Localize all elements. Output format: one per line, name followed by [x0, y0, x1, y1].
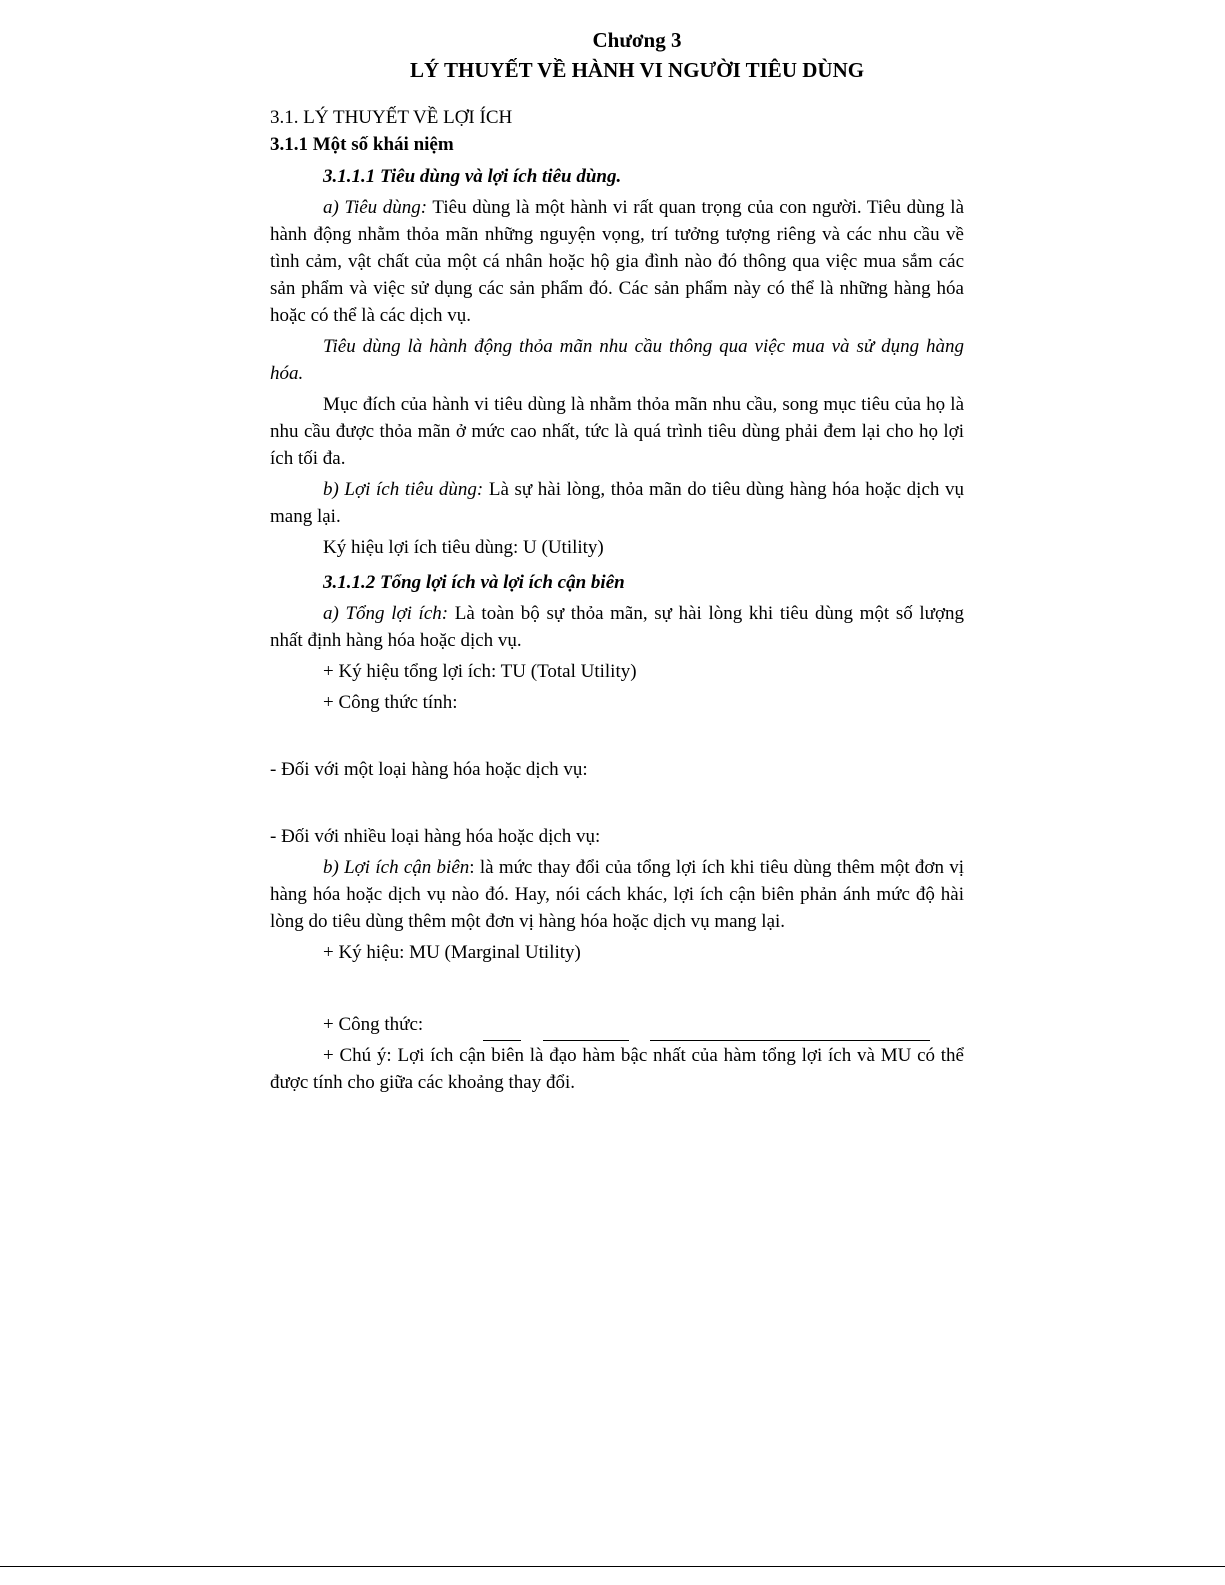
lead-total-utility: a) Tổng lợi ích:: [323, 603, 449, 624]
paragraph-purpose: Mục đích của hành vi tiêu dùng là nhằm thỏa mãn nhu cầu, song mục tiêu của họ là nhu cầu được thỏa mãn ở mức cao nhất, tức là quá trình tiêu dùng phải đem lại cho họ lợi ích tối đa.: [270, 394, 964, 469]
fraction-bar-1: [483, 1040, 521, 1041]
page-content: [270, 26, 964, 1096]
tu-symbol: + Ký hiệu tổng lợi ích: TU (Total Utility): [323, 661, 637, 682]
fraction-bar-3: [650, 1040, 930, 1041]
paragraph-definition: Tiêu dùng là hành động thỏa mãn nhu cầu thông qua việc mua và sử dụng hàng hóa.: [270, 336, 964, 384]
paragraph-consumption: [270, 194, 964, 329]
formula-placeholder-many: [270, 783, 964, 819]
paragraph-marginal-utility: [270, 854, 964, 935]
text-consumer-utility: Là sự hài lòng, thỏa mãn do tiêu dùng hàng hóa hoặc dịch vụ mang lại.: [270, 479, 964, 527]
page-bottom-rule: [0, 1566, 1225, 1567]
heading-consumption-utility: 3.1.1.1 Tiêu dùng và lợi ích tiêu dùng.: [323, 166, 622, 187]
fraction-bar-2: [543, 1040, 629, 1041]
many-goods-label: - Đối với nhiều loại hàng hóa hoặc dịch vụ:: [270, 826, 601, 847]
lead-consumer-utility: b) Lợi ích tiêu dùng:: [323, 479, 484, 500]
text-total-utility: Là toàn bộ sự thỏa mãn, sự hài lòng khi tiêu dùng một số lượng nhất định hàng hóa hoặc dịch vụ.: [270, 603, 964, 651]
chapter-number: Chương 3: [592, 28, 682, 52]
section-heading: 3.1. LÝ THUYẾT VỀ LỢI ÍCH: [270, 107, 513, 128]
mu-formula-label: + Công thức:: [323, 1014, 424, 1035]
text-consumption: Tiêu dùng là một hành vi rất quan trọng của con người. Tiêu dùng là hành động nhằm thỏa mãn những nguyện vọng, trí tưởng tượng riêng và các nhu cầu về tình cảm, vật chất của một cá nhân hoặc hộ gia đình nào đó thông qua việc mua sắm các sản phẩm và việc sử dụng các sản phẩm đó. Các sản phẩm này có thể là những hàng hóa hoặc có thể là các dịch vụ.: [270, 197, 965, 326]
formula-placeholder-mu: [270, 966, 964, 1007]
lead-marginal-utility: b) Lợi ích cận biên: [323, 857, 470, 878]
subsection-heading: 3.1.1 Một số khái niệm: [270, 134, 454, 155]
utility-symbol: Ký hiệu lợi ích tiêu dùng: U (Utility): [323, 537, 604, 558]
mu-formula-line: [270, 1011, 964, 1038]
single-good-label: - Đối với một loại hàng hóa hoặc dịch vụ:: [270, 759, 588, 780]
paragraph-consumer-utility: [270, 476, 964, 530]
text-marginal-utility: : là mức thay đổi của tổng lợi ích khi tiêu dùng thêm một đơn vị hàng hóa hoặc dịch vụ nào đó. Hay, nói cách khác, lợi ích cận biên phản ánh mức độ hài lòng do tiêu dùng thêm một đơn vị hàng hóa hoặc dịch vụ mang lại.: [270, 857, 964, 932]
paragraph-total-utility: [270, 600, 964, 654]
heading-total-marginal: 3.1.1.2 Tổng lợi ích và lợi ích cận biên: [323, 572, 625, 593]
tu-formula-label: + Công thức tính:: [323, 692, 458, 713]
chapter-title: LÝ THUYẾT VỀ HÀNH VI NGƯỜI TIÊU DÙNG: [409, 58, 865, 82]
paragraph-note: + Chú ý: Lợi ích cận biên là đạo hàm bậc nhất của hàm tổng lợi ích và MU có thể được tính cho giữa các khoảng thay đổi.: [270, 1045, 964, 1093]
lead-consumption: a) Tiêu dùng:: [323, 197, 428, 218]
mu-symbol: + Ký hiệu: MU (Marginal Utility): [323, 942, 581, 963]
formula-placeholder-single: [270, 716, 964, 752]
